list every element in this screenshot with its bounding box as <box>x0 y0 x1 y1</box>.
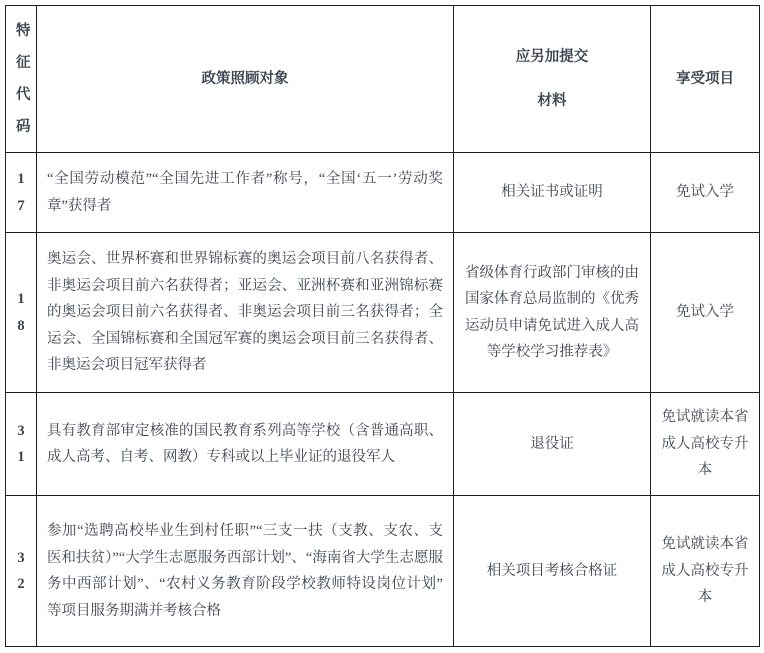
row-17-materials: 相关证书或证明 <box>454 153 651 233</box>
header-feature-code-char-1: 特 <box>16 23 31 39</box>
row-32-benefit: 免试就读本省成人高校专升本 <box>651 496 760 647</box>
row-18-materials: 省级体育行政部门审核的由国家体育总局监制的《优秀运动员申请免试进入成人高等学校学习推荐表》 <box>454 233 651 393</box>
header-feature-code-char-3: 代 <box>16 87 31 103</box>
table-header-row <box>6 6 760 153</box>
row-18-benefit: 免试入学 <box>651 233 760 393</box>
row-17-code: 17 <box>6 153 37 233</box>
header-feature-code <box>6 6 37 153</box>
header-feature-code-char-4: 码 <box>16 119 31 135</box>
header-extra-materials-line-1: 应另加提交 <box>515 49 589 65</box>
header-extra-materials <box>454 6 651 153</box>
header-policy-target: 政策照顾对象 <box>37 6 454 153</box>
row-31-materials: 退役证 <box>454 393 651 496</box>
row-31-policy-target: 具有教育部审定核准的国民教育系列高等学校（含普通高职、成人高考、自考、网教）专科或以上毕业证的退役军人 <box>37 393 454 496</box>
row-18-code: 18 <box>6 233 37 393</box>
row-32-code: 32 <box>6 496 37 647</box>
row-31-benefit: 免试就读本省成人高校专升本 <box>651 393 760 496</box>
row-17-benefit: 免试入学 <box>651 153 760 233</box>
header-extra-materials-line-2: 材料 <box>537 93 567 109</box>
row-31-code: 31 <box>6 393 37 496</box>
table-row-31 <box>6 393 760 496</box>
policy-preference-table <box>5 5 760 647</box>
table-row-17 <box>6 153 760 233</box>
header-benefit: 享受项目 <box>651 6 760 153</box>
table-row-32 <box>6 496 760 647</box>
row-17-policy-target: “全国劳动模范”“全国先进工作者”称号，“全国‘五一’劳动奖章”获得者 <box>37 153 454 233</box>
row-18-policy-target: 奥运会、世界杯赛和世界锦标赛的奥运会项目前八名获得者、非奥运会项目前六名获得者；亚运会、亚洲杯赛和亚洲锦标赛的奥运会项目前六名获得者、非奥运会项目前三名获得者；全运会、全国锦标赛和全国冠军赛的奥运会项目前三名获得者、非奥运会项目冠军获得者 <box>37 233 454 393</box>
header-feature-code-char-2: 征 <box>16 55 31 71</box>
row-32-materials: 相关项目考核合格证 <box>454 496 651 647</box>
table-row-18 <box>6 233 760 393</box>
row-32-policy-target: 参加“选聘高校毕业生到村任职”“三支一扶（支教、支农、支医和扶贫）”“大学生志愿服务西部计划”、“海南省大学生志愿服务中西部计划”、“农村义务教育阶段学校教师特设岗位计划”等项目服务期满并考核合格 <box>37 496 454 647</box>
